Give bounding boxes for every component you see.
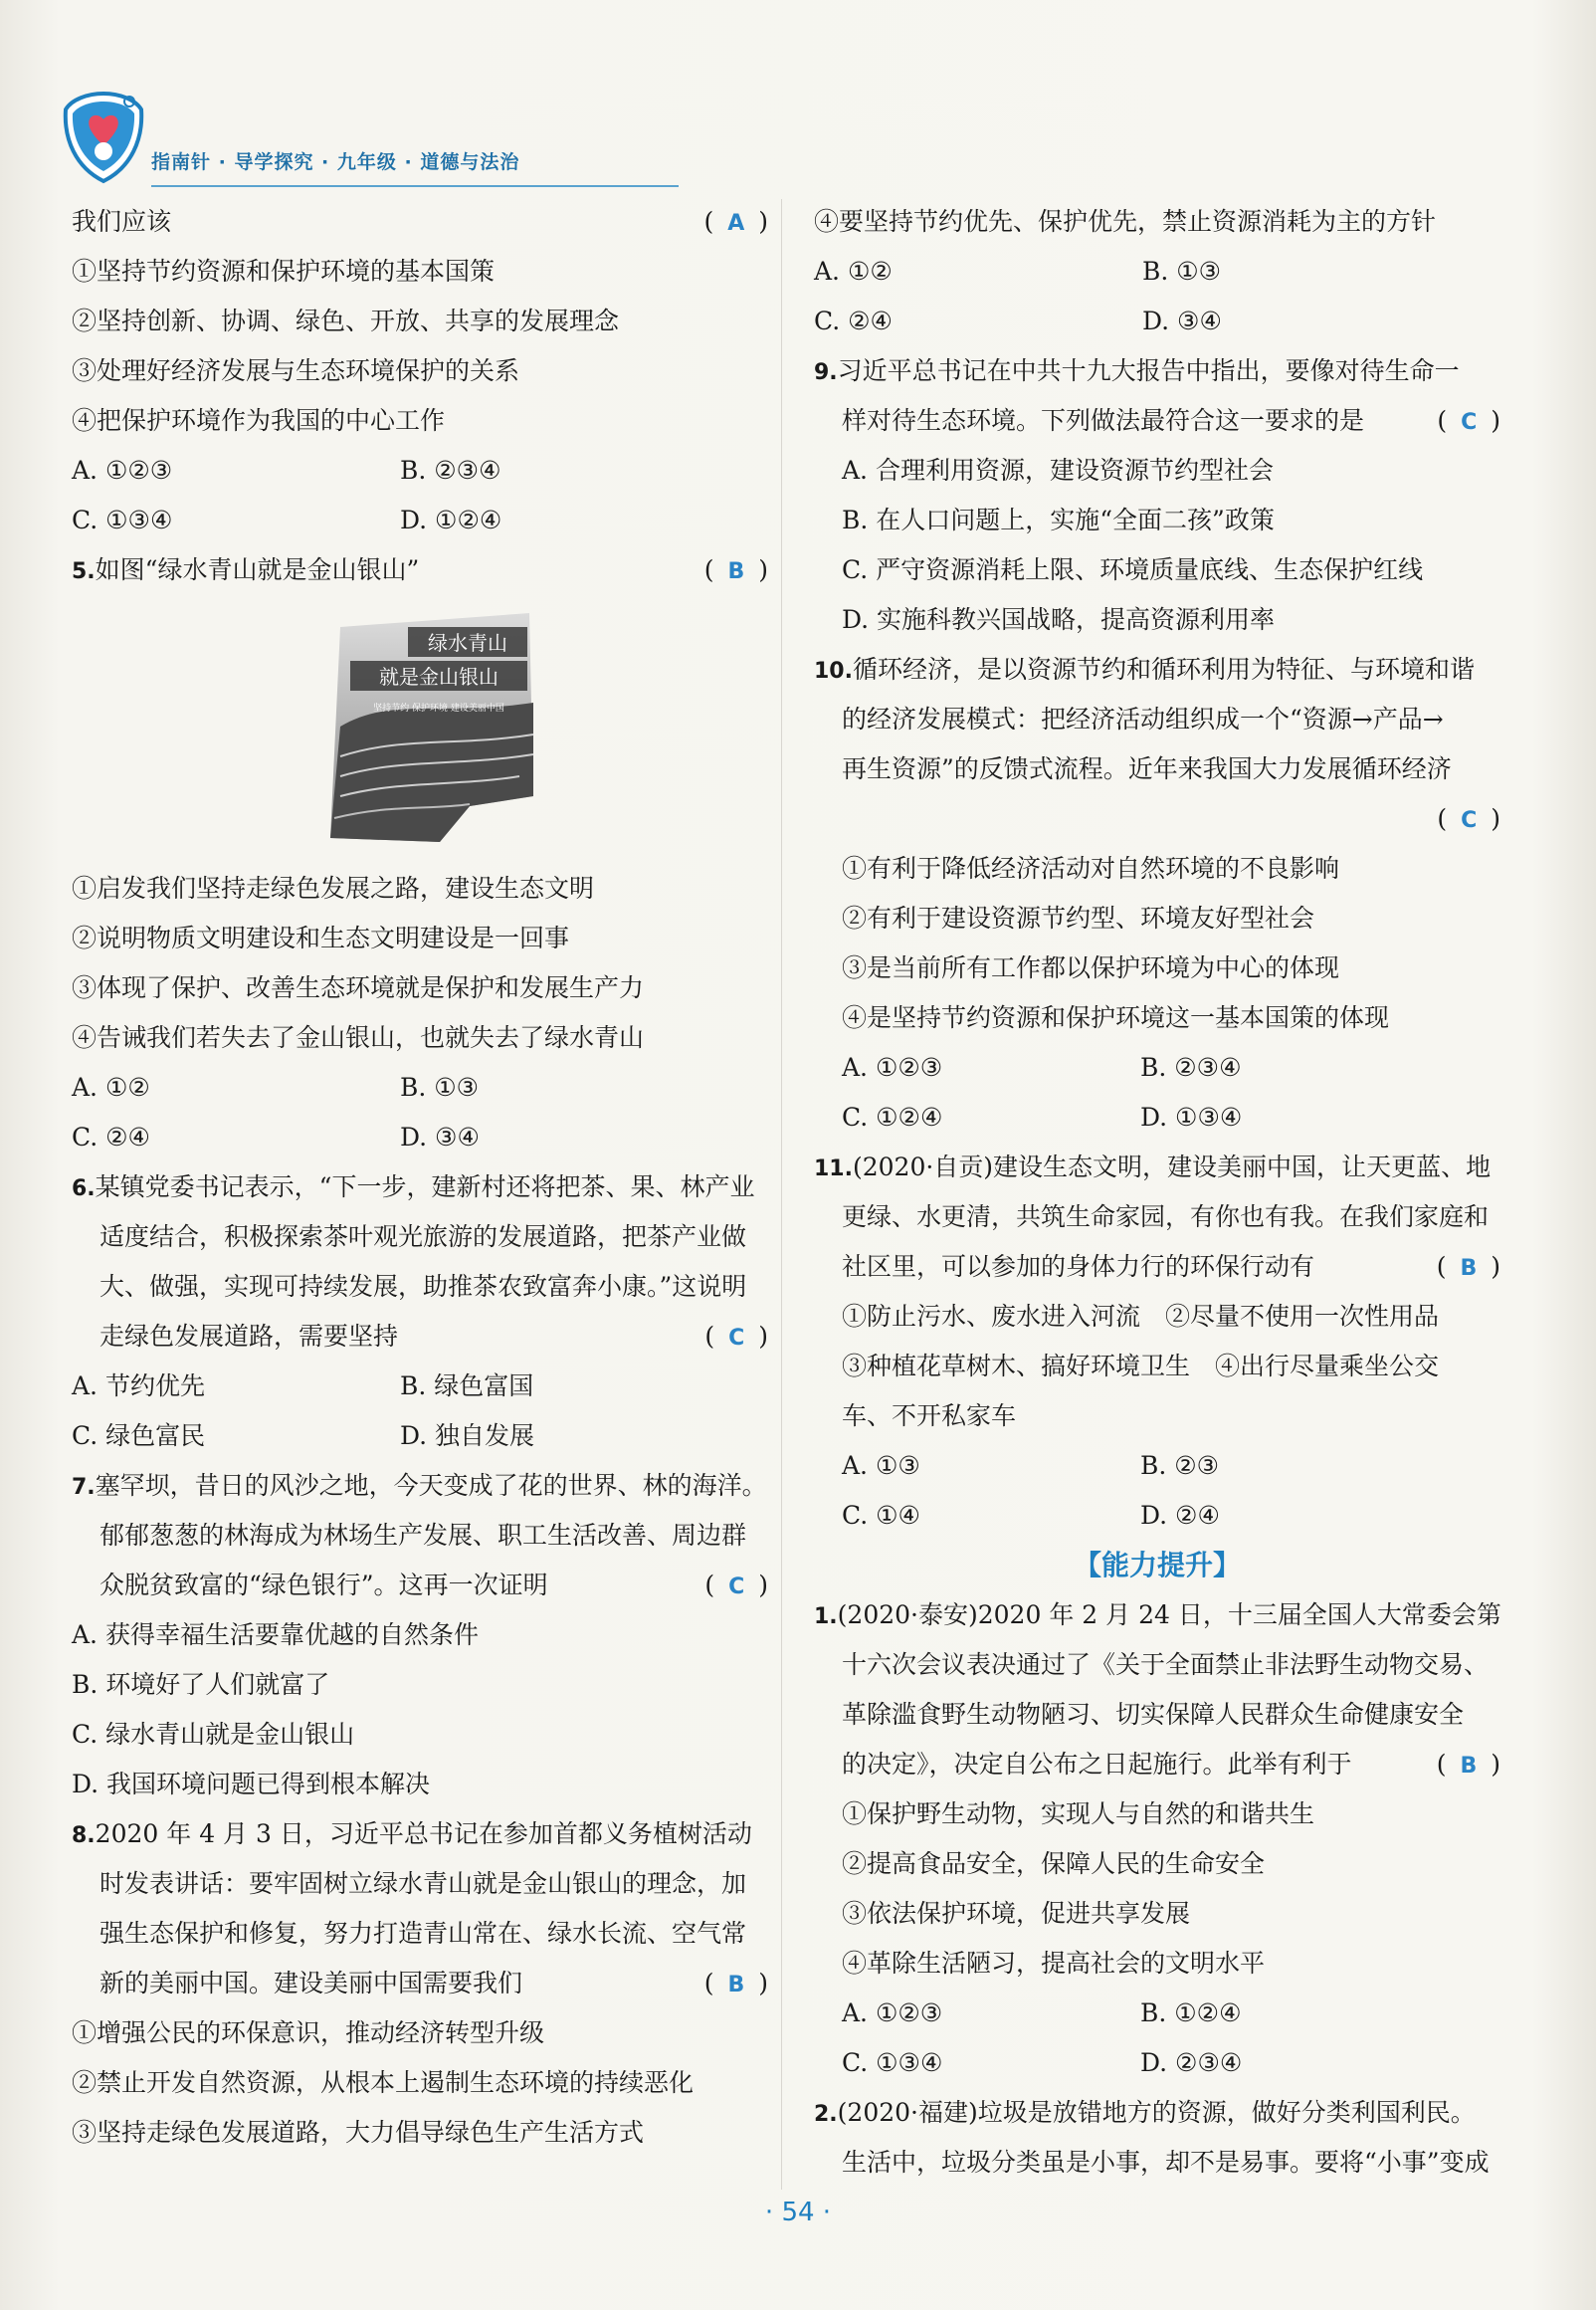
stem-text: 走绿色发展道路，需要坚持 (100, 1322, 399, 1351)
option-c: C. ②④ (814, 307, 893, 335)
stem-text: 我们应该 (72, 207, 172, 236)
statement-item: ③处理好经济发展与生态环境保护的关系 (72, 356, 520, 385)
stem-text: 样对待生态环境。下列做法最符合这一要求的是 (842, 406, 1365, 435)
page-header (60, 90, 627, 199)
statement-item: ①防止污水、废水进入河流 ②尽量不使用一次性用品 (842, 1302, 1440, 1331)
option-b: B. ②③④ (1140, 1053, 1242, 1082)
statement-item: ④把保护环境作为我国的中心工作 (72, 406, 446, 435)
question-stem (72, 1461, 768, 1511)
answer-bracket: ( C ) (1437, 804, 1500, 833)
option-c: C. ②④ (72, 1123, 150, 1152)
option-row (72, 1063, 768, 1113)
poster-caption-1: 绿水青山 (428, 631, 507, 655)
poster-caption-2: 就是金山银山 (379, 665, 499, 689)
stem-line: 郁郁葱葱的林海成为林场生产发展、职工生活改善、周边群 (100, 1521, 747, 1550)
question-number: 11. (814, 1156, 853, 1181)
option-a: A. ①②③ (842, 1053, 943, 1082)
option-d: D. ①③④ (1140, 1103, 1243, 1132)
statement-item: ①增强公民的环保意识，推动经济转型升级 (72, 2018, 545, 2047)
stem-line: 更绿、水更清，共筑生命家园，有你也有我。在我们家庭和 (842, 1202, 1490, 1231)
question-number: 7. (72, 1475, 96, 1500)
option-b: B. ①③ (1142, 257, 1222, 286)
option-d: D. 独自发展 (400, 1421, 535, 1450)
question-stem (814, 1143, 1500, 1192)
header-title: 指南针 · 导学探究 · 九年级 · 道德与法治 (151, 151, 520, 173)
question-number: 9. (814, 360, 838, 385)
statement-item: ②提高食品安全，保障人民的生命安全 (842, 1849, 1266, 1878)
option-row (814, 297, 1500, 346)
question-stem (814, 346, 1500, 396)
answer-bracket: ( C ) (1437, 406, 1500, 435)
stem-line: 大、做强，实现可持续发展，助推茶农致富奔小康。”这说明 (100, 1272, 747, 1301)
stem-text: 塞罕坝，昔日的风沙之地，今天变成了花的世界、林的海洋。 (95, 1471, 767, 1500)
question-stem (72, 197, 768, 247)
option-c: C. 绿色富民 (72, 1421, 206, 1450)
stem-text: 的决定》，决定自公布之日起施行。此举有利于 (842, 1750, 1352, 1779)
question-number: 2. (814, 2102, 838, 2127)
stem-line: 生活中，垃圾分类虽是小事，却不是易事。要将“小事”变成 (842, 2148, 1490, 2177)
answer-letter: A (727, 211, 745, 236)
statement-item: ①保护野生动物，实现人与自然的和谐共生 (842, 1799, 1315, 1828)
option-row (814, 1093, 1500, 1143)
question-stem (72, 1809, 768, 1859)
stem-text: 循环经济，是以资源节约和循环利用为特征、与环境和谐 (852, 655, 1475, 684)
option-d: D. ③④ (400, 1123, 480, 1152)
option-c: C. 绿水青山就是金山银山 (72, 1720, 355, 1749)
option-row (72, 1113, 768, 1162)
statement-item: ②有利于建设资源节约型、环境友好型社会 (842, 904, 1315, 933)
option-a: A. ①③ (842, 1451, 920, 1480)
answer-bracket: ( B ) (703, 555, 768, 584)
publisher-logo-icon (60, 90, 147, 185)
option-c: C. ①②④ (842, 1103, 943, 1132)
stem-line (72, 1959, 768, 2008)
column-divider (781, 199, 782, 2190)
question-number: 5. (72, 559, 96, 584)
option-b: B. 绿色富国 (400, 1371, 534, 1400)
option-c: C. ①③④ (72, 506, 173, 534)
option-a: A. ①② (72, 1073, 150, 1102)
question-stem (814, 2088, 1500, 2138)
statement-item: ③是当前所有工作都以保护环境为中心的体现 (842, 953, 1340, 982)
answer-letter: C (728, 1575, 745, 1599)
answer-letter: B (727, 559, 745, 584)
stem-line: 再生资源”的反馈式流程。近年来我国大力发展循环经济 (842, 754, 1452, 783)
stem-line: 强生态保护和修复，努力打造青山常在、绿水长流、空气常 (100, 1919, 747, 1948)
stem-line: 革除滥食野生动物陋习、切实保障人民群众生命健康安全 (842, 1700, 1465, 1729)
option-b: B. ①②④ (1140, 1998, 1242, 2027)
answer-letter: B (727, 1973, 745, 1997)
question-number: 1. (814, 1604, 838, 1629)
right-column (814, 197, 1500, 2188)
answer-letter: C (728, 1326, 745, 1351)
option-b: B. 环境好了人们就富了 (72, 1670, 330, 1699)
option-row (814, 1043, 1500, 1093)
option-c: C. ①③④ (842, 2048, 943, 2077)
answer-letter: C (1461, 410, 1478, 435)
stem-text: 如图“绿水青山就是金山银山” (95, 555, 420, 584)
option-row (814, 1491, 1500, 1541)
option-row (814, 247, 1500, 297)
option-d: D. ①②④ (400, 506, 502, 534)
stem-line: 的经济发展模式：把经济活动组织成一个“资源→产品→ (842, 705, 1444, 734)
statement-item: ④革除生活陋习，提高社会的文明水平 (842, 1949, 1266, 1978)
stem-text: (2020·泰安)2020 年 2 月 24 日，十三届全国人大常委会第 (837, 1600, 1501, 1629)
figure-area (72, 595, 768, 864)
answer-bracket: ( B ) (703, 1969, 768, 1997)
option-a: A. ①② (814, 257, 893, 286)
option-a: A. 节约优先 (72, 1371, 205, 1400)
option-d: D. 实施科教兴国战略，提高资源利用率 (842, 605, 1276, 634)
poster-image (320, 607, 537, 846)
stem-line (72, 1312, 768, 1362)
answer-bracket: ( A ) (703, 207, 768, 236)
question-number: 10. (814, 659, 853, 684)
statement-item: ③体现了保护、改善生态环境就是保护和发展生产力 (72, 973, 645, 1002)
option-a: A. 合理利用资源，建设资源节约型社会 (842, 456, 1274, 485)
statement-item: ①有利于降低经济活动对自然环境的不良影响 (842, 854, 1340, 883)
option-d: D. ③④ (1142, 307, 1222, 335)
answer-bracket: ( C ) (704, 1571, 768, 1599)
statement-item: ①启发我们坚持走绿色发展之路，建设生态文明 (72, 874, 595, 903)
statement-item: ②说明物质文明建设和生态文明建设是一回事 (72, 924, 570, 952)
answer-letter: C (1461, 808, 1478, 833)
answer-line (814, 794, 1500, 844)
stem-text: 众脱贫致富的“绿色银行”。这再一次证明 (100, 1571, 548, 1599)
option-d: D. 我国环境问题已得到根本解决 (72, 1770, 431, 1798)
answer-bracket: ( B ) (1436, 1750, 1500, 1779)
option-row (72, 1362, 768, 1411)
option-b: B. ①③ (400, 1073, 480, 1102)
statement-item: ④是坚持节约资源和保护环境这一基本国策的体现 (842, 1003, 1390, 1032)
statement-item: 车、不开私家车 (842, 1401, 1017, 1430)
option-row (814, 1441, 1500, 1491)
stem-line (814, 1740, 1500, 1789)
option-d: D. ②④ (1140, 1501, 1220, 1530)
stem-line (814, 396, 1500, 446)
option-row (814, 1989, 1500, 2038)
answer-letter: B (1460, 1754, 1478, 1779)
stem-line: 十六次会议表决通过了《关于全面禁止非法野生动物交易、 (842, 1650, 1490, 1679)
section-heading: 【能力提升】 (1073, 1549, 1241, 1581)
statement-item: ②禁止开发自然资源，从根本上遏制生态环境的持续恶化 (72, 2068, 695, 2097)
page-number: · 54 · (764, 2198, 832, 2227)
stem-text: (2020·自贡)建设生态文明，建设美丽中国，让天更蓝、地 (852, 1153, 1492, 1181)
statement-item: ③依法保护环境，促进共享发展 (842, 1899, 1191, 1928)
header-rule (151, 185, 679, 187)
stem-line: 时发表讲话：要牢固树立绿水青山就是金山银山的理念，加 (100, 1869, 747, 1898)
option-b: B. ②③④ (400, 456, 501, 485)
option-c: C. ①④ (842, 1501, 920, 1530)
stem-text: (2020·福建)垃圾是放错地方的资源，做好分类利国利民。 (837, 2098, 1476, 2127)
question-number: 8. (72, 1823, 96, 1848)
option-b: B. 在人口问题上，实施“全面二孩”政策 (842, 506, 1275, 534)
option-a: A. 获得幸福生活要靠优越的自然条件 (72, 1620, 479, 1649)
stem-text: 新的美丽中国。建设美丽中国需要我们 (100, 1969, 523, 1997)
question-stem (814, 1590, 1500, 1640)
question-stem (72, 1162, 768, 1212)
stem-text: 2020 年 4 月 3 日，习近平总书记在参加首都义务植树活动 (95, 1819, 752, 1848)
option-d: D. ②③④ (1140, 2048, 1243, 2077)
poster-caption-3: 坚持节约 保护环境 建设美丽中国 (373, 704, 504, 714)
question-stem (72, 545, 768, 595)
stem-text: 习近平总书记在中共十九大报告中指出，要像对待生命一 (837, 356, 1460, 385)
option-row (72, 496, 768, 545)
option-row (72, 1411, 768, 1461)
stem-line (814, 1242, 1500, 1292)
option-b: B. ②③ (1140, 1451, 1220, 1480)
stem-line (72, 1561, 768, 1610)
answer-bracket: ( B ) (1436, 1252, 1500, 1281)
statement-item: ③坚持走绿色发展道路，大力倡导绿色生产生活方式 (72, 2118, 645, 2147)
stem-text: 社区里，可以参加的身体力行的环保行动有 (842, 1252, 1315, 1281)
option-c: C. 严守资源消耗上限、环境质量底线、生态保护红线 (842, 555, 1424, 584)
statement-item: ④要坚持节约优先、保护优先，禁止资源消耗为主的方针 (814, 207, 1437, 236)
option-a: A. ①②③ (842, 1998, 943, 2027)
stem-text: 某镇党委书记表示，“下一步，建新村还将把茶、果、林产业 (95, 1172, 755, 1201)
answer-letter: B (1460, 1256, 1478, 1281)
left-column (72, 197, 768, 2158)
option-a: A. ①②③ (72, 456, 173, 485)
question-number: 6. (72, 1176, 96, 1201)
answer-bracket: ( C ) (704, 1322, 768, 1351)
question-stem (814, 645, 1500, 695)
statement-item: ①坚持节约资源和保护环境的基本国策 (72, 257, 496, 286)
option-row (72, 446, 768, 496)
option-row (814, 2038, 1500, 2088)
statement-item: ④告诫我们若失去了金山银山，也就失去了绿水青山 (72, 1023, 645, 1052)
stem-line: 适度结合，积极探索茶叶观光旅游的发展道路，把茶产业做 (100, 1222, 747, 1251)
statement-item: ②坚持创新、协调、绿色、开放、共享的发展理念 (72, 307, 620, 335)
statement-item: ③种植花草树木、搞好环境卫生 ④出行尽量乘坐公交 (842, 1352, 1440, 1380)
